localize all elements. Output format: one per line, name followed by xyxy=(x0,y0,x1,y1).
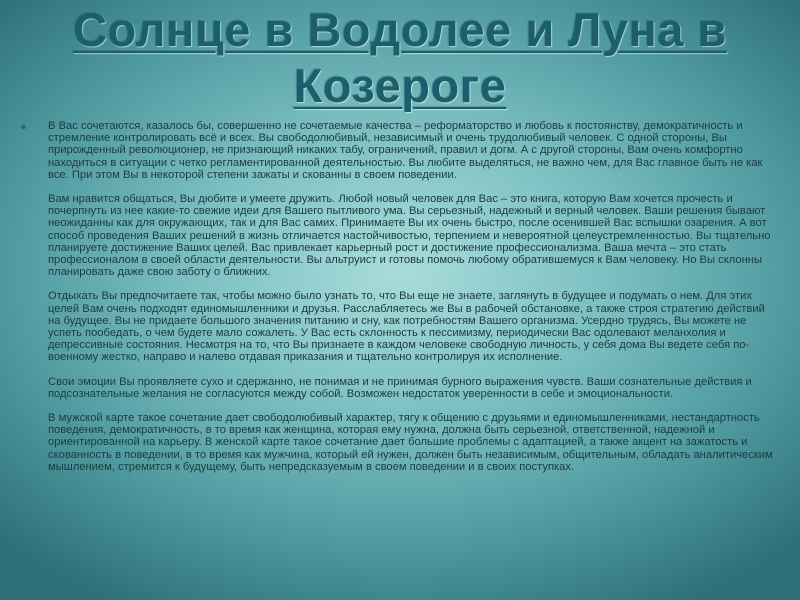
paragraph-3: Отдыхать Вы предпочитаете так, чтобы можно было узнать то, что Вы еще не знаете, заглянуть в будущее и подумать о нем. Для этих целей Вам очень подходят единомышленники и друзья. Расслабляетесь же Вы в рабочей обстановке, а также строя стратегию действий на будущее. Вы не придаете большого значения питанию и сну, как потребностям Вашего организма. Усердно трудясь, Вы можете не успеть пообедать, о чем будете мало сожалеть. У Вас есть склонность к пессимизму, периодически Вас одолевают меланхолия и депрессивные состояния. Несмотря на то, что Вы признаете в каждом человеке свободную личность, у себя дома Вы ведете себя по-военному жестко, направо и налево отдавая приказания и тщательно контролируя их исполнение. xyxy=(48,290,765,364)
slide-title: Солнце в Водолее и Луна в Козероге xyxy=(73,3,727,112)
paragraph-4: Свои эмоции Вы проявляете сухо и сдержанно, не понимая и не принимая бурного выражения чувств. Ваши сознательные действия и подсознательные желания не согласуются между собой. Возможен недостаток уверенности в себе и эмоциональности. xyxy=(48,375,752,400)
paragraph-5: В мужской карте такое сочетание дает свободолюбивый характер, тягу к общению с друзьями и единомышленниками, нестандартность поведения, демократичность, в то время как женщина, которая ему нужна, должна быть серьезной, ответственной, надежной и ориентированной на карьеру. В женской карте такое сочетание дает большие проблемы с адаптацией, а также акцент на зажатость и скованность в поведении, в то время как мужчина, который ей нужен, должен быть независимым, общительным, обладать аналитическим мышлением, стремится к будущему, быть непредсказуемым в своем поведении и в своих поступках. xyxy=(48,412,773,473)
paragraph-1: В Вас сочетаются, казалось бы, совершенно не сочетаемые качества – реформаторство и любовь к постоянству, демократичность и стремление контролировать всё и всех. Вы свободолюбивый, независимый и очень трудолюбивый человек. С одной стороны, Вы прирожденный революционер, не признающий никаких табу, ограничений, правил и догм. А с другой стороны, Вам очень комфортно находиться в ситуации с четко регламентированной деятельностью. Вы любите выделяться, не важно чем, для Вас главное быть не как все. При этом Вы в некоторой степени зажаты и скованны в своем поведении. xyxy=(48,120,763,181)
paragraph-2: Вам нравится общаться, Вы дюбите и умеете дружить. Любой новый человек для Вас – это книга, которую Вам хочется прочесть и почерпнуть из нее какие-то свежие идеи для Вашего пытливого ума. Вы серьезный, надежный и верный человек. Ваши решения бывают неожиданны как для окружающих, так и для Вас самих. Принимаете Вы их очень быстро, после осенившей Вас вспышки озарения. А вот способ проведения Ваших решений в жизнь отличается настойчивостью, терпением и невероятной целеустремленностью. Вы тщательно планируете достижение Ваших целей. Вас привлекает карьерный рост и достижение профессионализма. Ваша мечта – это стать профессионалом в своей области деятельности. Вы альтруист и готовы помочь любому обратившемуся к Вам человеку. Но Вы склонны планировать даже свою заботу о ближних. xyxy=(48,193,771,279)
body-text xyxy=(48,120,776,485)
bullet-icon: ● xyxy=(20,121,27,133)
slide-content xyxy=(20,120,780,590)
